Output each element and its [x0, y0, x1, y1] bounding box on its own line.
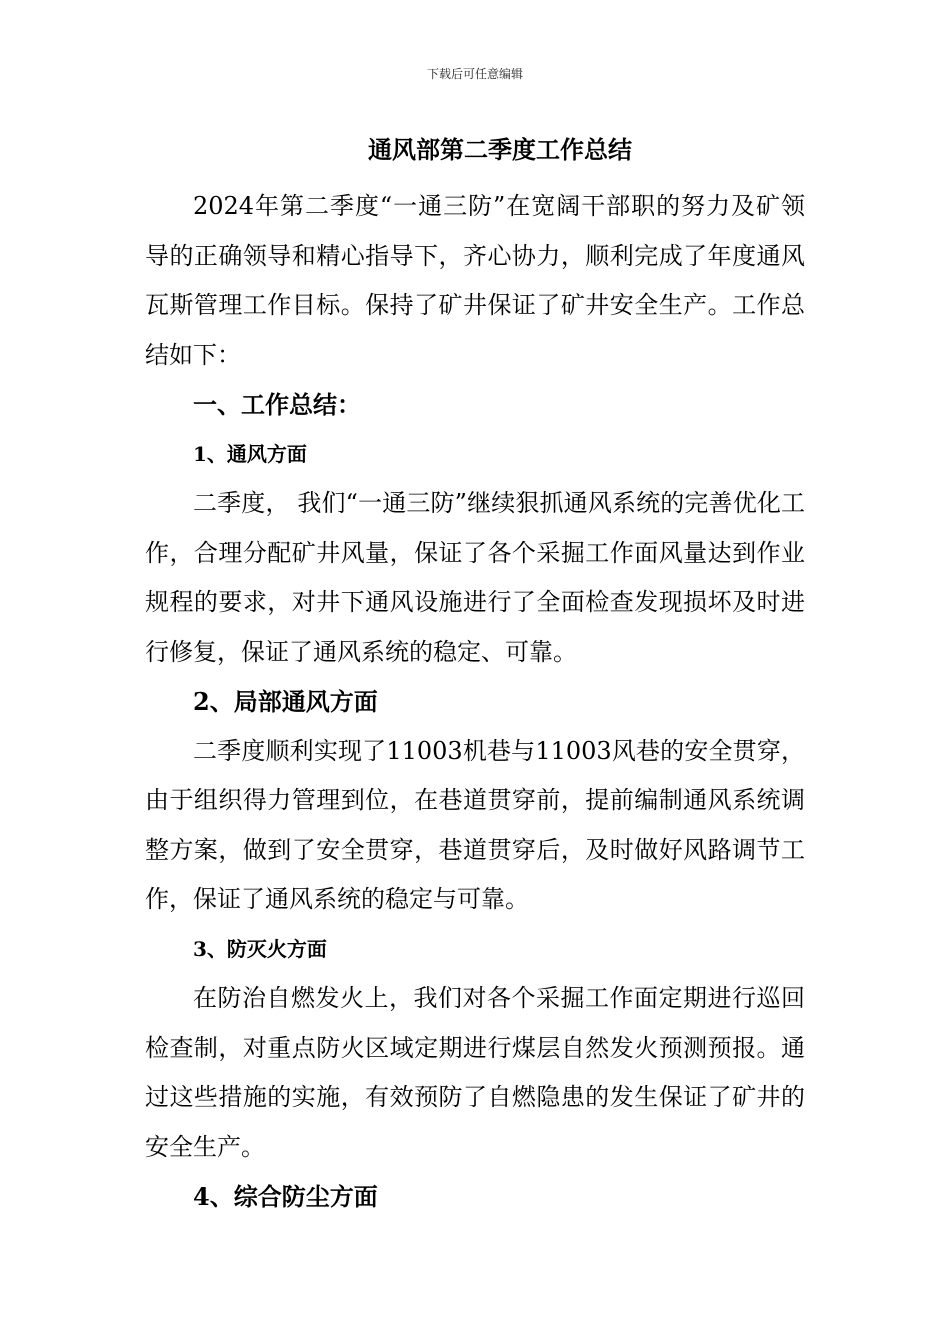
subheading-ventilation: 1、通风方面: [193, 441, 307, 466]
paragraph-local-ventilation: 二季度顺利实现了11003机巷与11003风巷的安全贯穿，由于组织得力管理到位，在巷道贯穿前，提前编制通风系统调整方案，做到了安全贯穿，巷道贯穿后，及时做好风路调节工作，保证了通风系统的稳定与可靠。: [145, 736, 805, 913]
page-title: 通风部第二季度工作总结: [368, 135, 632, 164]
paragraph-ventilation: 二季度， 我们“一通三防”继续狠抓通风系统的完善优化工作，合理分配矿井风量，保证了各个采掘工作面风量达到作业规程的要求，对井下通风设施进行了全面检查发现损坏及时进行修复，保证了通风系统的稳定、可靠。: [145, 489, 805, 666]
subheading-local-ventilation: 2、局部通风方面: [193, 687, 378, 716]
document-body: [145, 182, 805, 1222]
intro-paragraph: 2024年第二季度“一通三防”在宽阔干部职的努力及矿领导的正确领导和精心指导下，齐心协力，顺利完成了年度通风瓦斯管理工作目标。保持了矿井保证了矿井安全生产。工作总结如下：: [145, 192, 805, 369]
header-note: 下载后可任意编辑: [426, 67, 523, 81]
paragraph-fire-prevention: 在防治自燃发火上，我们对各个采掘工作面定期进行巡回检查制，对重点防火区域定期进行煤层自然发火预测预报。通过这些措施的实施，有效预防了自燃隐患的发生保证了矿井的安全生产。: [145, 984, 805, 1161]
subheading-dust-prevention: 4、综合防尘方面: [193, 1182, 378, 1211]
subheading-fire-prevention: 3、防灭火方面: [193, 936, 327, 961]
section-heading-work-summary: 一、工作总结：: [193, 390, 361, 419]
